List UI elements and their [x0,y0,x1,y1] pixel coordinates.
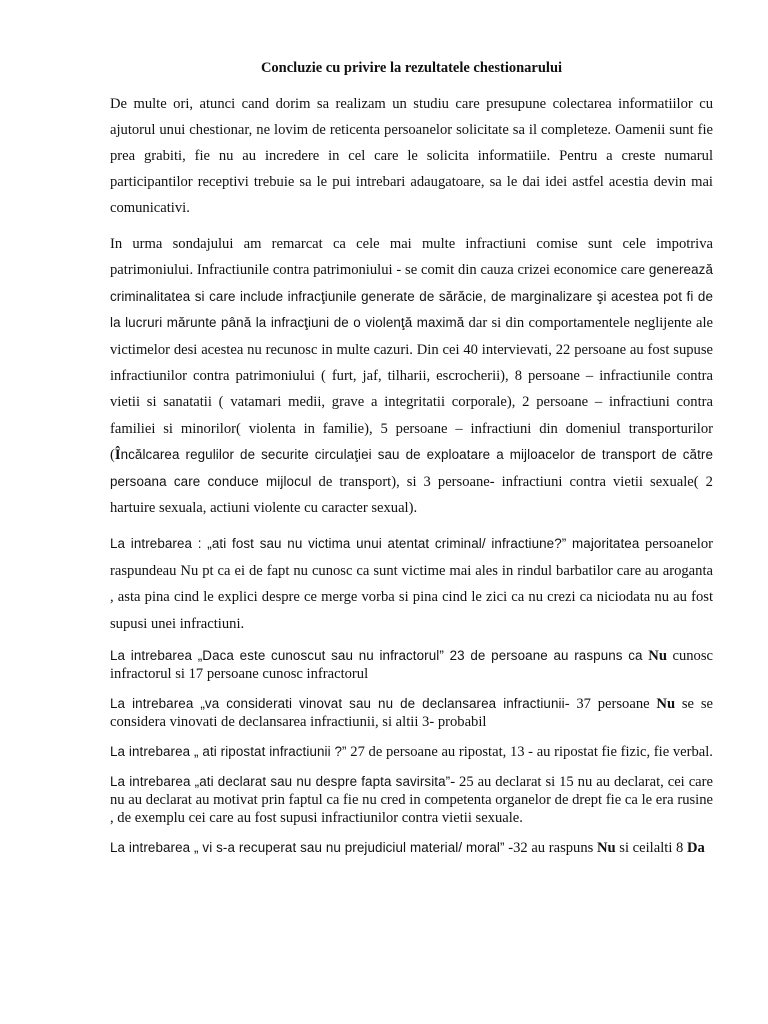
findings-text-c: dar si din comportamentele neglijente ale victimelor desi acestea nu recunosc in multe cazuri. Din cei 40 intervievati, 22 persoane au fost supuse infractiunilor contra patrimoniului ( furt, jaf, tilharii, escrocherii), 8 persoane – infractiunile contra vietii si sanatatii ( vatamari medii, grave a integritatii corporale), 2 persoane – infractiuni contra familiei si minorilor( violenta in familie), 5 persoane – infractiuni din domeniul transporturilor ( [110,315,713,464]
recovered-text: -32 au raspuns [504,840,597,857]
victim-question-text: La intrebarea : „ati fost sau nu victima unui atentat criminal/ infractiune?” majoritatea [110,536,640,552]
question-guilt [110,695,713,731]
victim-question-answer: persoanelor raspundeau Nu pt ca ei de fapt nu cunosc ca sunt victime mai ales in rindul barbatilor care au aroganta , asta pina cind le explici despre ce merge vorba si pina cind le zici ca nu crezi ca niciodata nu au fost supusi unei infractiuni. [110,536,713,632]
question-recovered [110,839,713,857]
guilt-text: - 37 persoane [564,696,657,713]
offender-known-question: La intrebarea „Daca este cunoscut sau nu infractorul” 23 de persoane au raspuns ca [110,648,649,664]
findings-text-e: ncălcarea regulilor de securite circulaţiei sau de exploatare a mijloacelor de transport de către persoana care conduce mijlocul [110,447,713,489]
recovered-bold-yes: Da [686,840,705,857]
paragraph-findings [110,231,713,521]
guilt-question: La intrebarea „va considerati vinovat sau nu de declansarea infractiunii [110,696,565,712]
recovered-question: La intrebarea „ vi s-a recuperat sau nu prejudiciul material/ moral” [110,840,505,856]
findings-text-a: In urma sondajului am remarcat ca cele mai multe infractiuni comise sunt cele impotriva patrimoniului. Infractiunile contra patrimoniului - se comit din cauza crizei economice care [110,236,713,279]
offender-known-bold: Nu [648,648,667,665]
findings-text-f: de transport), si 3 persoane- infractiuni contra vietii sexuale( 2 hartuire sexuala, actiuni violente cu caracter sexual). [110,473,713,517]
findings-bold-letter: Î [114,447,121,464]
paragraph-victim-question [110,531,713,637]
findings-text-b: generează criminalitatea si care include infracţiunile generate de sărăcie, de marginalizare şi acestea pot fi de la lucruri mărunte până la infracţiuni de o violenţă maximă [110,262,713,331]
declared-question: La intrebarea „ati declarat sau nu despre fapta savirsita” [110,774,451,790]
document-page [110,60,713,869]
paragraph-intro: De multe ori, atunci cand dorim sa realizam un studiu care presupune colectarea informatiilor cu ajutorul unui chestionar, ne lovim de reticenta persoanelor solicitate sa il completeze. Oamenii sunt fie prea grabiti, fie nu au incredere in cel care le solicita informatiile. Pentru a creste numarul participantilor receptivi trebuie sa le pui intrebari adaugatoare, sa le dai idei astfel acestia devin mai comunicativi. [110,96,713,216]
riposte-answer: 27 de persoane au ripostat, 13 - au ripostat fie fizic, fie verbal. [346,744,713,761]
document-title: Concluzie cu privire la rezultatele chestionarului [260,60,563,76]
question-offender-known [110,647,713,683]
guilt-rest: se se considera vinovati de declansarea infractiunii, si altii 3- probabil [110,696,713,731]
offender-known-rest: cunosc infractorul si 17 persoane cunosc infractorul [110,648,713,683]
declared-answer: - 25 au declarat si 15 nu au declarat, cei care nu au declarat au motivat prin faptul ca fie nu cred in competenta organelor de drept fie ca le era rusine , de exemplu cei care au fost supusi infractiunilor contra vietii sexuale. [110,774,713,827]
guilt-bold: Nu [656,696,676,713]
riposte-question: La intrebarea „ ati ripostat infractiunii ?” [110,744,347,760]
question-declared [110,773,713,827]
question-riposte [110,743,713,761]
recovered-rest: si ceilalti 8 [615,840,687,857]
recovered-bold-no: Nu [596,840,616,857]
